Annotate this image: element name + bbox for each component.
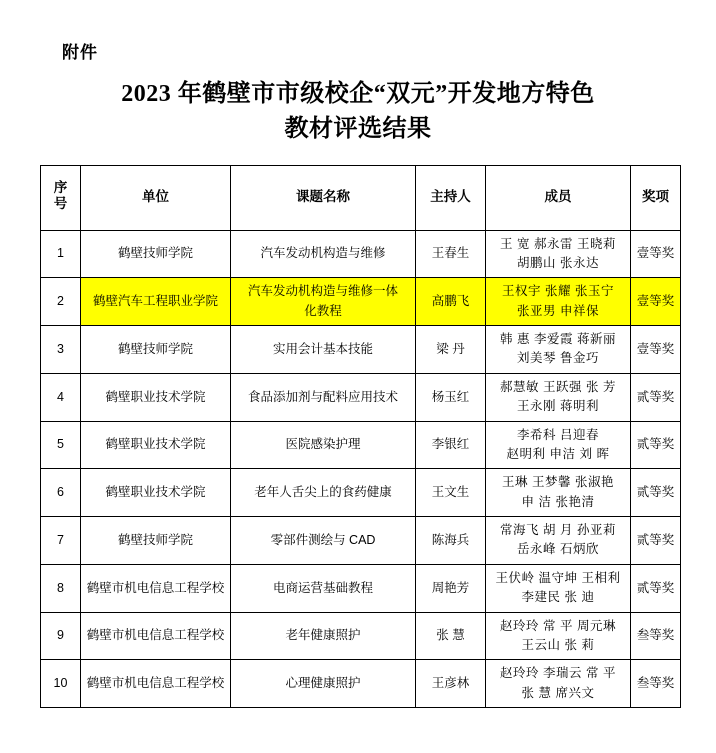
cell-host: 王彦林 <box>416 660 486 708</box>
cell-members <box>486 373 631 421</box>
cell-unit: 鹤壁职业技术学院 <box>81 373 231 421</box>
cell-topic-line: 医院感染护理 <box>285 437 361 452</box>
cell-topic-line: 汽车发动机构造与维修一体 <box>247 284 398 299</box>
cell-members <box>486 612 631 660</box>
cell-members <box>486 278 631 326</box>
cell-topic <box>231 469 416 517</box>
cell-topic-line: 电商运营基础教程 <box>272 580 373 595</box>
column-header-members: 成员 <box>486 165 631 230</box>
table-row <box>41 469 681 517</box>
cell-topic <box>231 564 416 612</box>
cell-seq: 2 <box>41 278 81 326</box>
cell-award: 贰等奖 <box>631 421 681 469</box>
cell-seq: 1 <box>41 230 81 278</box>
column-header-topic: 课题名称 <box>231 165 416 230</box>
cell-topic-line: 食品添加剂与配料应用技术 <box>247 389 398 404</box>
column-header-award: 奖项 <box>631 165 681 230</box>
cell-members-line: 岳永峰 石炳欣 <box>517 542 599 557</box>
cell-award: 贰等奖 <box>631 373 681 421</box>
cell-topic <box>231 421 416 469</box>
cell-members-line: 刘美琴 鲁金巧 <box>517 351 599 366</box>
cell-host: 陈海兵 <box>416 517 486 565</box>
cell-host: 梁 丹 <box>416 326 486 374</box>
column-header-unit: 单位 <box>81 165 231 230</box>
table-row <box>41 373 681 421</box>
cell-topic-line: 老年人舌尖上的食药健康 <box>254 485 392 500</box>
document-page <box>0 38 716 753</box>
page-title-line-1: 2023 年鹤壁市市级校企“双元”开发地方特色 <box>121 81 595 107</box>
cell-seq: 9 <box>41 612 81 660</box>
cell-award: 贰等奖 <box>631 469 681 517</box>
attachment-label: 附件 <box>62 43 98 62</box>
cell-unit: 鹤壁技师学院 <box>81 517 231 565</box>
cell-members-line: 李建民 张 迪 <box>521 590 595 605</box>
cell-members-line: 常海飞 胡 月 孙亚莉 <box>500 523 616 538</box>
cell-topic <box>231 326 416 374</box>
table-row <box>41 660 681 708</box>
cell-members-line: 赵玲玲 常 平 周元琳 <box>500 618 616 633</box>
cell-unit: 鹤壁汽车工程职业学院 <box>81 278 231 326</box>
cell-award: 壹等奖 <box>631 326 681 374</box>
cell-seq: 7 <box>41 517 81 565</box>
cell-members-line: 胡鹏山 张永达 <box>517 255 599 270</box>
cell-host: 高鹏飞 <box>416 278 486 326</box>
cell-seq: 6 <box>41 469 81 517</box>
cell-unit: 鹤壁职业技术学院 <box>81 421 231 469</box>
cell-topic-line: 老年健康照护 <box>285 628 361 643</box>
cell-members <box>486 660 631 708</box>
column-header-seq-line-1: 序 <box>53 180 68 196</box>
cell-members <box>486 564 631 612</box>
cell-members-line: 王 宽 郝永雷 王晓莉 <box>500 236 616 251</box>
cell-members-line: 王永刚 蒋明利 <box>517 399 599 414</box>
cell-unit: 鹤壁技师学院 <box>81 230 231 278</box>
cell-members <box>486 326 631 374</box>
table-header-row <box>41 165 681 230</box>
cell-seq: 3 <box>41 326 81 374</box>
cell-seq: 10 <box>41 660 81 708</box>
cell-host: 王春生 <box>416 230 486 278</box>
cell-members-line: 王云山 张 莉 <box>521 637 595 652</box>
cell-seq: 4 <box>41 373 81 421</box>
cell-topic <box>231 278 416 326</box>
cell-members-line: 李希科 吕迎春 <box>517 427 599 442</box>
cell-topic <box>231 660 416 708</box>
column-header-seq-stack <box>54 180 68 211</box>
cell-members-line: 郝慧敏 王跃强 张 芳 <box>500 379 616 394</box>
cell-topic-line: 实用会计基本技能 <box>272 341 373 356</box>
cell-topic-line: 汽车发动机构造与维修 <box>260 246 386 261</box>
cell-members-line: 张亚男 申祥保 <box>517 303 599 318</box>
column-header-seq <box>41 165 81 230</box>
cell-award: 壹等奖 <box>631 278 681 326</box>
column-header-host: 主持人 <box>416 165 486 230</box>
cell-host: 李银红 <box>416 421 486 469</box>
table-row <box>41 230 681 278</box>
cell-unit: 鹤壁市机电信息工程学校 <box>81 564 231 612</box>
cell-host: 周艳芳 <box>416 564 486 612</box>
cell-unit: 鹤壁市机电信息工程学校 <box>81 660 231 708</box>
cell-host: 张 慧 <box>416 612 486 660</box>
page-title-line-2: 教材评选结果 <box>284 115 432 142</box>
table-row <box>41 326 681 374</box>
cell-award: 壹等奖 <box>631 230 681 278</box>
cell-host: 杨玉红 <box>416 373 486 421</box>
table-row <box>41 278 681 326</box>
table-row <box>41 517 681 565</box>
cell-topic <box>231 230 416 278</box>
cell-members-line: 申 洁 张艳清 <box>521 494 595 509</box>
cell-topic-line: 心理健康照护 <box>285 676 361 691</box>
cell-members-line: 赵玲玲 李瑞云 常 平 <box>500 666 616 681</box>
results-table <box>40 165 681 709</box>
cell-award: 叁等奖 <box>631 660 681 708</box>
table-row <box>41 421 681 469</box>
table-row <box>41 612 681 660</box>
cell-members-line: 张 慧 席兴文 <box>521 685 595 700</box>
cell-topic-line: 零部件测绘与 CAD <box>270 532 376 547</box>
page-title <box>40 77 676 147</box>
cell-unit: 鹤壁市机电信息工程学校 <box>81 612 231 660</box>
cell-award: 贰等奖 <box>631 517 681 565</box>
cell-members-line: 韩 惠 李爱霞 蒋新丽 <box>500 332 616 347</box>
table-header <box>41 165 681 230</box>
table-body <box>41 230 681 708</box>
cell-unit: 鹤壁职业技术学院 <box>81 469 231 517</box>
cell-members-line: 赵明利 申洁 刘 晖 <box>506 446 610 461</box>
cell-seq: 8 <box>41 564 81 612</box>
cell-members-line: 王伏岭 温守坤 王相利 <box>495 570 621 585</box>
cell-topic-line: 化教程 <box>304 303 342 318</box>
cell-host: 王文生 <box>416 469 486 517</box>
cell-members <box>486 517 631 565</box>
cell-topic <box>231 517 416 565</box>
cell-award: 叁等奖 <box>631 612 681 660</box>
cell-topic <box>231 612 416 660</box>
cell-seq: 5 <box>41 421 81 469</box>
cell-award: 贰等奖 <box>631 564 681 612</box>
cell-members <box>486 421 631 469</box>
cell-topic <box>231 373 416 421</box>
cell-unit: 鹤壁技师学院 <box>81 326 231 374</box>
cell-members <box>486 230 631 278</box>
cell-members-line: 王琳 王梦馨 张淑艳 <box>502 475 614 490</box>
cell-members <box>486 469 631 517</box>
cell-members-line: 王权宇 张耀 张玉宁 <box>502 284 614 299</box>
column-header-seq-line-2: 号 <box>53 195 68 211</box>
table-row <box>41 564 681 612</box>
